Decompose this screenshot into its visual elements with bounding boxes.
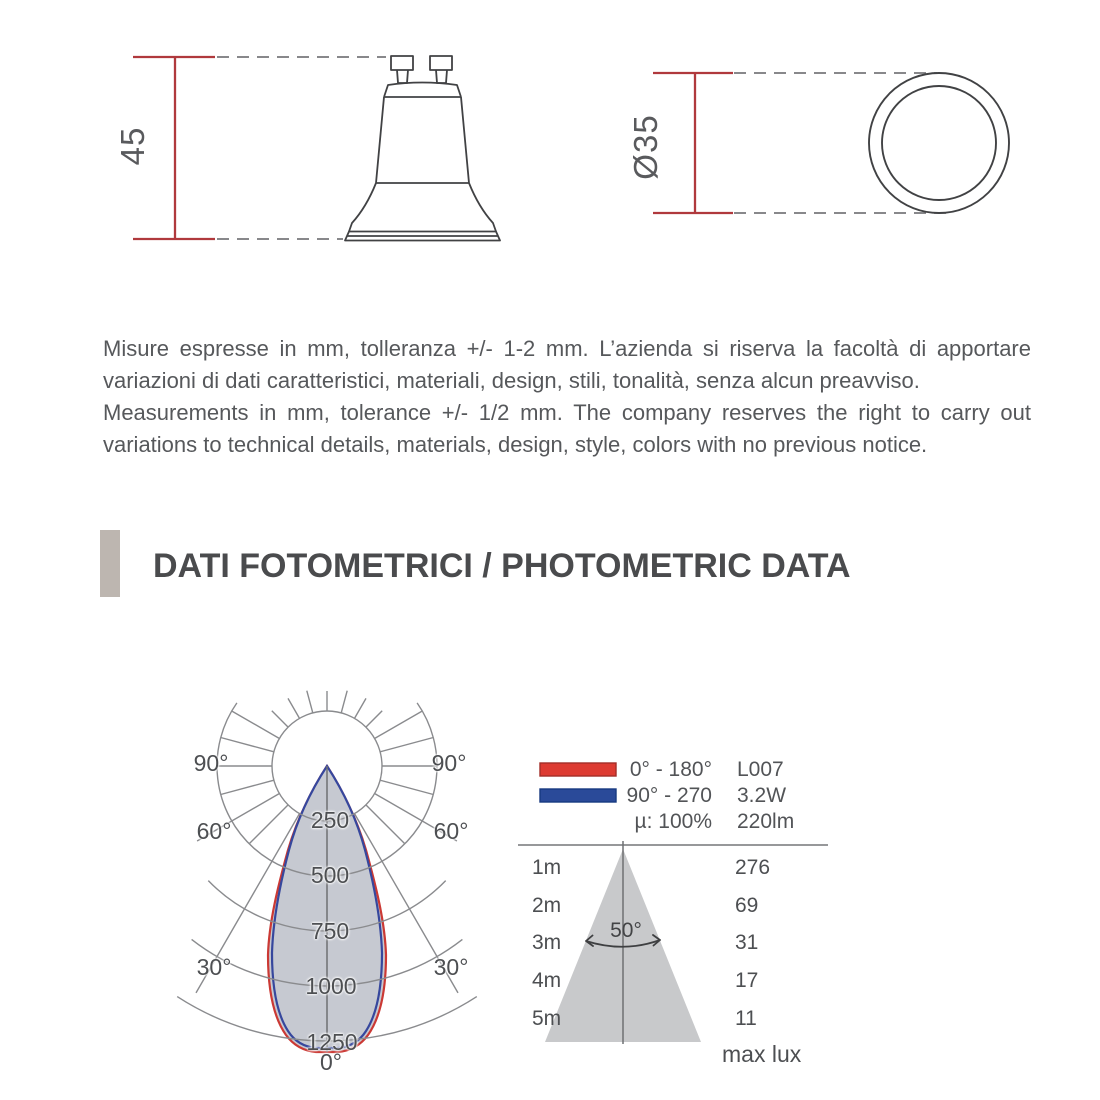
gu10-bulb-outline <box>345 56 500 241</box>
max-lux-value: 31 <box>735 931 759 954</box>
max-lux-value: 69 <box>735 894 759 917</box>
distance-label: 1m <box>532 856 562 879</box>
max-lux-value: 276 <box>735 856 771 879</box>
left-pin-stem <box>397 70 408 83</box>
legend-value: 3.2W <box>737 784 787 807</box>
angle-label-left: 90° <box>193 750 229 776</box>
reflector-rim <box>345 232 500 241</box>
reflector-bell <box>349 183 496 232</box>
disclaimer-line: variazioni di dati caratteristici, materiali, design, stili, tonalità, senza alcun preavviso. <box>103 368 920 393</box>
max-lux-value: 11 <box>735 1007 757 1030</box>
ring-label: 250 <box>310 807 350 833</box>
ring-label: 500 <box>310 862 350 888</box>
right-pin-stem <box>436 70 447 83</box>
angle-label-left: 60° <box>196 818 232 844</box>
distance-label: 4m <box>532 969 562 992</box>
distance-label: 3m <box>532 931 562 954</box>
legend-range: 0° - 180° <box>629 758 712 781</box>
legend-range: µ: 100% <box>634 810 712 833</box>
front-view-drawing <box>653 73 1009 213</box>
distance-label: 2m <box>532 894 562 917</box>
ring-label: 1250 <box>306 1029 358 1055</box>
angle-label-right: 30° <box>433 954 469 980</box>
angle-label-zero: 0° <box>320 1049 342 1075</box>
disclaimer-line: Measurements in mm, tolerance +/- 1/2 mm. The company reserves the right to carry out <box>103 400 1031 425</box>
lamp-cap <box>384 83 461 98</box>
extension-dashed-lines <box>734 73 950 213</box>
lamp-body <box>376 97 469 183</box>
right-pin-cap <box>430 56 452 70</box>
section-title: DATI FOTOMETRICI / PHOTOMETRIC DATA <box>153 547 851 585</box>
side-view-drawing <box>133 56 500 241</box>
disclaimer-line: Misure espresse in mm, tolleranza +/- 1-2 mm. L’azienda si riserva la facoltà di apportare <box>103 336 1031 361</box>
height-dimension-label: 45 <box>114 126 151 166</box>
legend-value: 220lm <box>737 810 795 833</box>
bulb-inner-circle <box>882 86 996 200</box>
max-lux-value: 17 <box>735 969 759 992</box>
diameter-dimension-label: Ø35 <box>627 114 664 180</box>
beam-angle-label: 50° <box>610 919 642 942</box>
legend-range: 90° - 270 <box>626 784 712 807</box>
angle-label-right: 90° <box>431 750 467 776</box>
ring-label: 750 <box>310 918 350 944</box>
legend-value: L007 <box>737 758 784 781</box>
disclaimer-line: variations to technical details, materials, design, style, colors with no previous notice. <box>103 432 928 457</box>
angle-label-right: 60° <box>433 818 469 844</box>
angle-label-left: 30° <box>196 954 232 980</box>
section-accent-bar <box>100 530 120 597</box>
max-lux-footer: max lux <box>722 1041 802 1067</box>
ring-label: 1000 <box>305 973 357 999</box>
distance-label: 5m <box>532 1007 562 1030</box>
bulb-outer-circle <box>869 73 1009 213</box>
diameter-dimension-line <box>653 73 733 213</box>
left-pin-cap <box>391 56 413 70</box>
